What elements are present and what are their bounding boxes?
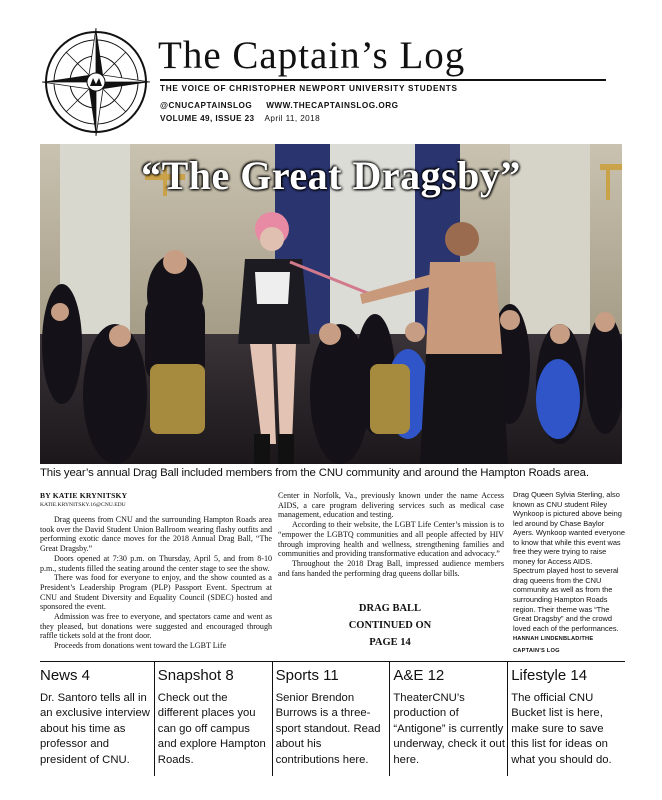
paragraph: Doors opened at 7:30 p.m. on Thursday, April 5, and from 8-10 p.m., students filled the seating around the center stage to see the show.	[40, 553, 272, 573]
issue-date: April 11, 2018	[264, 114, 321, 123]
paragraph: Center in Norfolk, Va., previously known under the name Access AIDS, a care program delivering services such as medical case management, education and testing.	[278, 491, 504, 520]
teaser-sports[interactable]	[272, 662, 390, 776]
article-column-1	[40, 515, 272, 651]
continued-line: PAGE 14	[369, 637, 411, 648]
section-teasers	[40, 661, 625, 776]
photo-description	[513, 490, 625, 656]
teaser-desc: The official CNU Bucket list is here, make sure to save this list for ideas on what you should do.	[511, 692, 612, 766]
byline-email[interactable]: KATIE.KRYNITSKY.16@CNU.EDU	[40, 502, 126, 508]
masthead-title: The Captain’s Log	[158, 34, 466, 77]
teaser-title: News 4	[40, 667, 91, 684]
teaser-desc: Senior Brendon Burrows is a three-sport standout. Read about his contributions here.	[275, 692, 381, 766]
tagline: THE VOICE OF CHRISTOPHER NEWPORT UNIVERSITY STUDENTS	[160, 79, 606, 93]
photo-credit: HANNAH LINDENBLAD/THE CAPTAIN’S LOG	[513, 636, 594, 654]
continued-notice[interactable]	[340, 600, 440, 651]
headline: “The Great Dragsby”	[141, 153, 521, 198]
social-handle[interactable]: @CNUCAPTAINSLOG	[160, 101, 253, 110]
paragraph: Admission was free to everyone, and spectators came and went as they pleased, but donations were suggested and encouraged through raffle tickets sold at the front door.	[40, 612, 272, 641]
teaser-desc: Check out the different places you can go off campus and explore Hampton Roads.	[157, 692, 266, 766]
paragraph: Throughout the 2018 Drag Ball, impressed audience members and fans handed the performing drag queens dollar bills.	[278, 558, 504, 578]
teaser-lifestyle[interactable]	[507, 662, 625, 776]
paragraph: Proceeds from donations went toward the LGBT Life	[54, 641, 227, 651]
issue-info	[160, 114, 320, 123]
photo-description-text: Drag Queen Sylvia Sterling, also known as CNU student Riley Wynkoop is pictured above being led around by Chase Baylor Ayers. Wynkoop wanted everyone to know that while this event was free they were trying to raise money for Access AIDS. Spectrum played host to several drag queens from the CNU community as well as from the surrounding Hampton Roads region. Their theme was “The Great Dragsby” and the crowd loved each of the performances.	[513, 490, 625, 633]
compass-rose-logo	[40, 26, 152, 138]
paragraph: Drag queens from CNU and the surrounding Hampton Roads area took over the David Student Union Ballroom wearing flashy outfits and performing exotic dance moves for the 2018 Annual Drag Ball, “The Great Dragsby.”	[40, 515, 272, 554]
continued-line: DRAG BALL	[358, 603, 422, 614]
teaser-title: Snapshot 8	[157, 667, 234, 684]
website-link[interactable]: WWW.THECAPTAINSLOG.ORG	[266, 101, 399, 110]
volume-issue: VOLUME 49, ISSUE 23	[160, 114, 255, 123]
byline: BY KATIE KRYNITSKY	[40, 491, 128, 500]
teaser-news[interactable]	[40, 662, 154, 776]
teaser-title: Sports 11	[275, 667, 339, 684]
photo-caption: This year’s annual Drag Ball included members from the CNU community and around the Hampton Roads area.	[40, 467, 589, 479]
teaser-desc: Dr. Santoro tells all in an exclusive interview about his time as professor and president of CNU.	[40, 692, 150, 766]
article-column-2	[278, 491, 504, 578]
contact-line	[160, 101, 399, 110]
continued-line: CONTINUED ON	[348, 620, 432, 631]
teaser-title: Lifestyle 14	[511, 667, 588, 684]
paragraph: According to their website, the LGBT Life Center’s mission is to “empower the LGBTQ communities and all people affected by HIV through improving health and wellness, strengthening families and communities and providing transformative education and advocacy.”	[278, 520, 504, 559]
teaser-snapshot[interactable]	[154, 662, 272, 776]
teaser-title: A&E 12	[393, 667, 445, 684]
teaser-ae[interactable]	[389, 662, 507, 776]
drag-ball-photo	[40, 144, 622, 464]
paragraph: There was food for everyone to enjoy, and the show counted as a President’s Leadership Program (PLP) Passport Event. Spectrum at CNU and Student Diversity and Equality Council (SDEC) hosted and sponsored the event.	[40, 573, 272, 612]
teaser-desc: TheaterCNU’s production of “Antigone” is currently underway, check it out here.	[393, 692, 505, 766]
